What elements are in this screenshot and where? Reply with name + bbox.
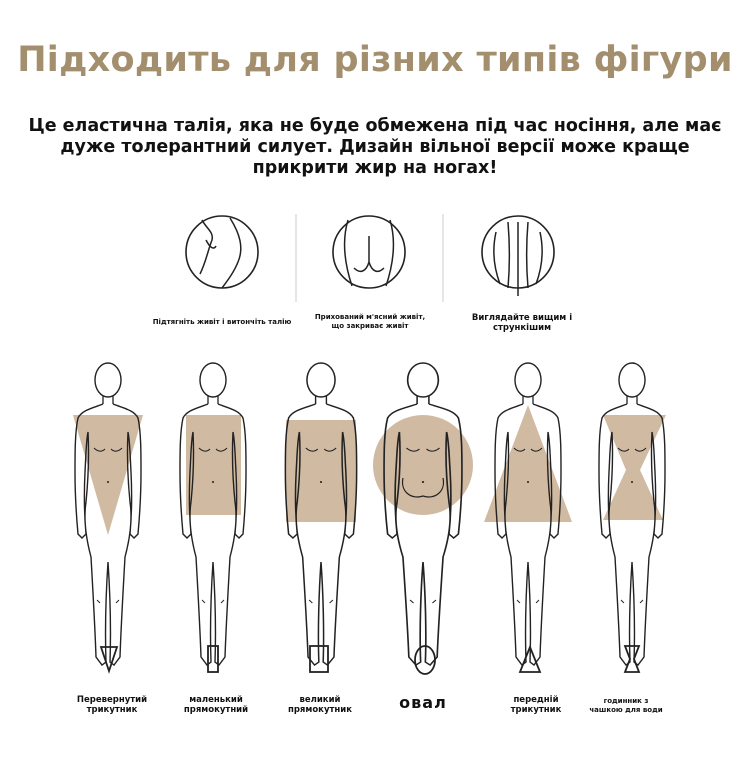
oval-shape: [373, 415, 473, 515]
page-title: Підходить для різних типів фігури: [17, 40, 733, 80]
slim-torso-icon: [482, 216, 554, 296]
hips-back-icon: [333, 216, 405, 288]
feature-label-1: Підтягніть живіт і витончіть талію: [152, 318, 292, 326]
description-text: Це еластична талія, яка не буде обмежена під час носіння, але має дуже толерантний силует. Дизайн вільної версії може краще прикрити жир на ногах!: [28, 116, 722, 178]
body-type-label-5: передній трикутник: [510, 695, 562, 715]
body-type-label-4: овал: [399, 693, 447, 712]
body-type-label-3: великий прямокутник: [287, 695, 353, 715]
body-type-label-1: Перевернутий трикутник: [76, 695, 148, 715]
inverted-triangle-icon: [101, 647, 117, 671]
body-type-label-2: маленький прямокутний: [183, 695, 249, 715]
hourglass-icon: [625, 646, 639, 672]
belly-profile-icon: [186, 216, 258, 288]
small-rectangle-icon: [208, 646, 218, 672]
feature-label-3: Виглядайте вищим і стрункішим: [471, 313, 573, 333]
inverted-triangle-shape: [73, 415, 143, 535]
feature-label-2: Прихований м'ясний живіт, що закриває живіт: [314, 313, 426, 330]
body-type-label-6: годинник з чашкою для води: [589, 697, 663, 714]
